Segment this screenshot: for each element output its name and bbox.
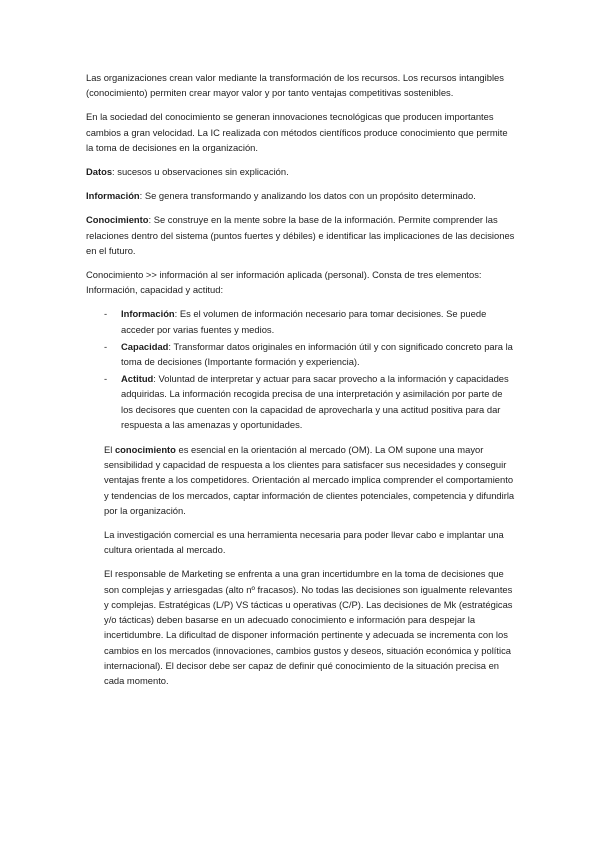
paragraph-orientacion-mercado: [104, 442, 516, 518]
bullet-dash: -: [104, 308, 108, 320]
bullet-text: : Transformar datos originales en información útil y con significado concreto para la toma de decisiones (Importante formación y experiencia).: [121, 340, 513, 368]
list-item: [86, 339, 516, 369]
bullet-text: : Es el volumen de información necesario para tomar decisiones. Se puede acceder por varias fuentes y medios.: [121, 308, 487, 335]
bullet-text: : Voluntad de interpretar y actuar para sacar provecho a la información y capacidades adquiridas. La información recogida precisa de una interpretación y asimilación por parte de los decisores que cuenten con la capacidad de aprovecharla y una actitud positiva para dar respuesta a las amenazas y oportunidades.: [121, 373, 509, 430]
definition-datos: [86, 164, 516, 179]
paragraph-conocimiento-elementos: Conocimiento >> información al ser información aplicada (personal). Consta de tres elementos: Información, capacidad y actitud:: [86, 269, 482, 296]
definition-informacion-text: : Se genera transformando y analizando los datos con un propósito determinado.: [139, 190, 476, 202]
term-datos: Datos: [86, 166, 113, 178]
paragraph-investigacion: La investigación comercial es una herramienta necesaria para poder llevar cabo e implantar una cultura orientada al mercado.: [104, 529, 504, 556]
term-informacion: Información: [86, 190, 140, 202]
definition-conocimiento-text: : Se construye en la mente sobre la base de la información. Permite comprender las relaciones dentro del sistema (puntos fuertes y débiles) e identificar las implicaciones de las decisiones en el futuro.: [86, 214, 515, 256]
bullet-dash: -: [104, 340, 108, 352]
bullet-term: Capacidad: [121, 340, 169, 352]
definition-informacion: [86, 188, 516, 203]
term-conocimiento: Conocimiento: [86, 214, 149, 226]
definition-datos-text: : sucesos u observaciones sin explicación.: [112, 166, 289, 178]
paragraph-intro: Las organizaciones crean valor mediante la transformación de los recursos. Los recursos intangibles (conocimiento) permiten crear mayor valor y por tanto ventajas competitivas sostenibles.: [86, 72, 504, 99]
list-item: [86, 306, 516, 336]
om-prefix: El: [104, 444, 115, 456]
bullet-term: Información: [121, 308, 175, 320]
list-item: [86, 371, 516, 432]
term-conocimiento-om: conocimiento: [114, 444, 176, 456]
bullet-term: Actitud: [121, 373, 154, 385]
elements-list: [86, 306, 516, 432]
bullet-dash: -: [104, 373, 108, 385]
om-text: es esencial en la orientación al mercado (OM). La OM supone una mayor sensibilidad y capacidad de respuesta a los clientes para satisfacer sus necesidades y conseguir ventajas frente a los competidores. Orientación al mercado implica comprender el comportamiento y tendencias de los mercados, captar información de clientes potenciales, competencia y difundirla por la organización.: [104, 444, 515, 516]
document-body: [86, 70, 516, 697]
definition-conocimiento: [86, 212, 516, 258]
paragraph-marketing: El responsable de Marketing se enfrenta a una gran incertidumbre en la toma de decisiones que son complejas y arriesgadas (alto nº fracasos). No todas las decisiones son igualmente relevantes y complejas. Estratégicas (L/P) VS tácticas u operativas (C/P). Las decisiones de Mk (estratégicas y/o tácticas) deben basarse en un adecuado conocimiento e información para despejar la incertidumbre. La dificultad de disponer información pertinente y adecuada se incrementa con los cambios en los mercados (innovaciones, cambios gustos y deseos, situación económica y política internacional). El decisor debe ser capaz de definir qué conocimiento de la situación precisa en cada momento.: [104, 568, 513, 686]
paragraph-sociedad: En la sociedad del conocimiento se generan innovaciones tecnológicas que producen importantes cambios a gran velocidad. La IC realizada con métodos científicos produce conocimiento que permite la toma de decisiones en la organización.: [86, 111, 508, 153]
